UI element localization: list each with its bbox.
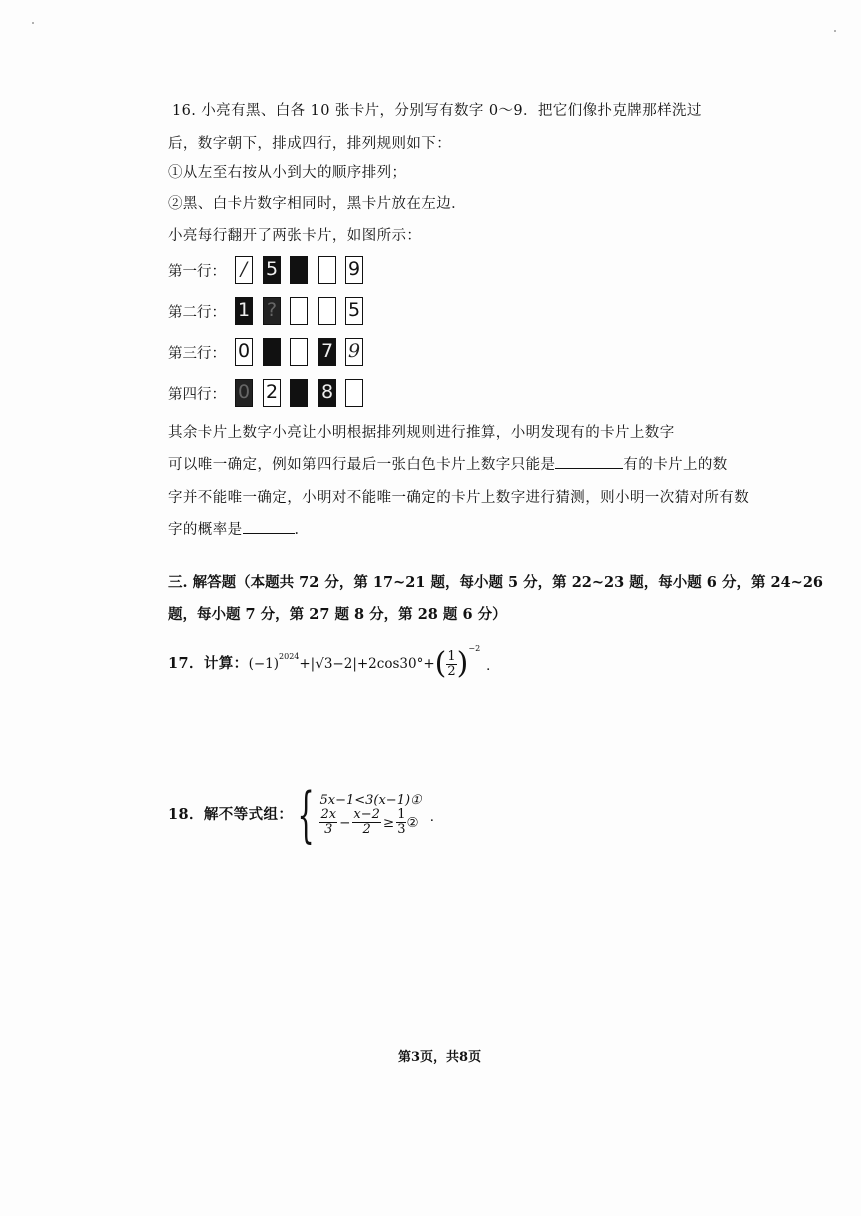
q17-label: 17．计算： xyxy=(168,655,249,672)
q16-para-line4a: 字的概率是 xyxy=(168,522,243,538)
q18-frac1-num: 2x xyxy=(320,807,337,822)
card-white xyxy=(290,338,308,366)
card-row-label: 第二行： xyxy=(168,305,226,321)
q18-ineq1: 5x−1<3(x−1)① xyxy=(319,793,422,808)
q16-para-line1: 其余卡片上数字小亮让小明根据排列规则进行推算，小明发现有的卡片上数字 xyxy=(168,425,675,441)
q16-para-line2b: 有的卡片上的数 xyxy=(623,457,728,473)
q17-fraction xyxy=(446,650,456,679)
card-black xyxy=(263,338,281,366)
card-row-label: 第四行： xyxy=(168,387,226,403)
q18-end: ． xyxy=(429,809,444,825)
card-white: 9 xyxy=(345,256,363,284)
q18 xyxy=(168,780,443,850)
q18-brace: { xyxy=(297,780,315,850)
card-white: 9 xyxy=(345,338,363,366)
q18-label: 18．解不等式组： xyxy=(168,806,294,823)
q17-exp2: −2 xyxy=(468,644,481,653)
q16-para-line4b: ． xyxy=(294,522,310,538)
q17-frac-num: 1 xyxy=(447,648,456,664)
q16-line2: 后，数字朝下，排成四行，排列规则如下： xyxy=(168,136,452,152)
scan-speck xyxy=(834,30,836,32)
q17-expr-b: +|√3−2|+2cos30°+ xyxy=(299,656,435,672)
q17-end: ． xyxy=(486,658,500,674)
card-black: 8 xyxy=(318,379,336,407)
card-black: 0 xyxy=(235,379,253,407)
q18-minus: − xyxy=(339,814,351,831)
q17-exp1: 2024 xyxy=(279,652,300,661)
card-row-label: 第三行： xyxy=(168,346,226,362)
card-white: 2 xyxy=(263,379,281,407)
q17 xyxy=(168,644,500,684)
q16-line5: 小亮每行翻开了两张卡片，如图所示： xyxy=(168,228,422,244)
q18-frac3-num: 1 xyxy=(397,807,406,822)
q16-rule2: ②黑、白卡片数字相同时，黑卡片放在左边． xyxy=(168,196,466,212)
answer-blank-2 xyxy=(243,533,295,534)
q17-expr-a: (−1) xyxy=(248,656,280,672)
card-white: / xyxy=(235,256,253,284)
q18-system xyxy=(319,793,421,837)
q18-frac1 xyxy=(319,808,337,837)
q17-paren-right: ) xyxy=(456,646,469,681)
q18-frac2-den: 2 xyxy=(362,822,371,837)
q16-para-line2 xyxy=(168,455,728,475)
card-white: 5 xyxy=(345,297,363,325)
card-white xyxy=(290,297,308,325)
card-white xyxy=(345,379,363,407)
section3-header-line1: 三. 解答题（本题共 72 分，第 17~21 题，每小题 5 分，第 22~23 题，每小题 6 分，第 24~26 xyxy=(168,574,823,591)
scan-speck xyxy=(32,22,34,24)
q16-para-line3: 字并不能唯一确定，小明对不能唯一确定的卡片上数字进行猜测，则小明一次猜对所有数 xyxy=(168,490,750,506)
card-white xyxy=(318,256,336,284)
q17-paren-left: ( xyxy=(434,646,447,681)
q18-frac1-den: 3 xyxy=(324,822,333,837)
q18-frac3 xyxy=(396,808,406,837)
q18-frac2 xyxy=(352,808,381,837)
card-white xyxy=(318,297,336,325)
q16-para-line2a: 可以唯一确定，例如第四行最后一张白色卡片上数字只能是 xyxy=(168,457,556,473)
section3-header-line2: 题，每小题 7 分，第 27 题 8 分，第 28 题 6 分） xyxy=(168,606,507,623)
page-footer: 第3页，共8页 xyxy=(398,1050,482,1065)
q16-rule1: ①从左至右按从小到大的顺序排列； xyxy=(168,165,407,181)
q16-para-line4 xyxy=(168,520,309,540)
card-black: 7 xyxy=(318,338,336,366)
card-white: 0 xyxy=(235,338,253,366)
card-black: 5 xyxy=(263,256,281,284)
q18-ineq2 xyxy=(319,808,421,837)
card-black xyxy=(290,256,308,284)
card-black: ? xyxy=(263,297,281,325)
card-black: 1 xyxy=(235,297,253,325)
q18-mark2: ② xyxy=(406,814,419,831)
q18-frac2-num: x−2 xyxy=(353,807,380,822)
answer-blank-1 xyxy=(555,468,623,469)
q18-frac3-den: 3 xyxy=(397,822,406,837)
q17-frac-den: 2 xyxy=(447,663,456,679)
q18-geq: ≥ xyxy=(382,814,395,831)
card-black xyxy=(290,379,308,407)
q16-line1: 16. 小亮有黑、白各 10 张卡片，分别写有数字 0～9．把它们像扑克牌那样洗过 xyxy=(172,103,702,119)
card-row-label: 第一行： xyxy=(168,264,226,280)
